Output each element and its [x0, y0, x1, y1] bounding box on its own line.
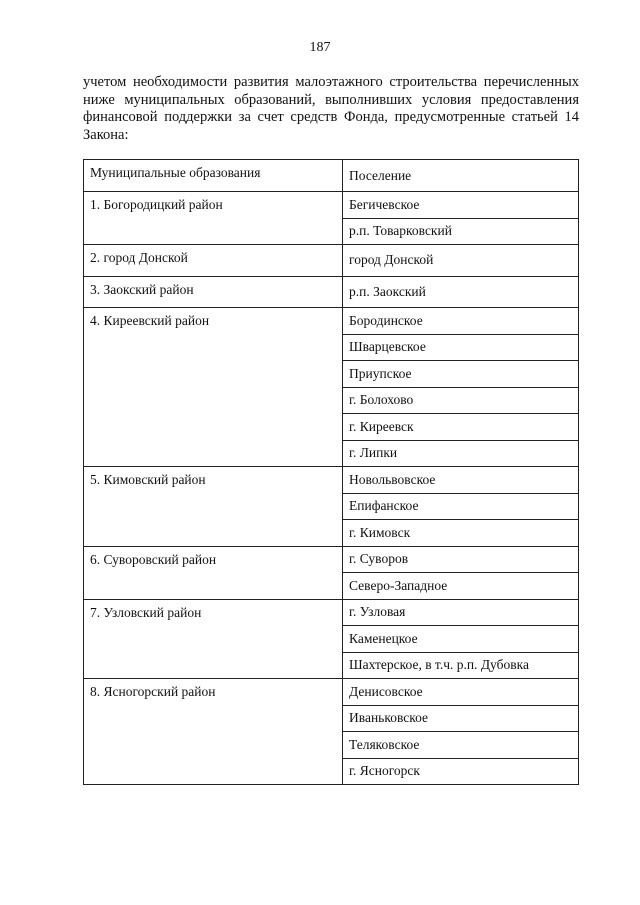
header-settlement: Поселение — [343, 160, 579, 192]
settlement-cell: г. Киреевск — [343, 414, 579, 441]
table-row — [84, 467, 579, 494]
table-row — [84, 245, 579, 277]
settlements-table — [83, 159, 579, 785]
settlement-cell: Приупское — [343, 361, 579, 388]
table-row — [84, 276, 579, 308]
settlement-cell: Новольвовское — [343, 467, 579, 494]
table-row — [84, 599, 579, 626]
settlement-cell: Каменецкое — [343, 626, 579, 653]
table-row — [84, 308, 579, 335]
district-cell: 8. Ясногорский район — [84, 679, 343, 785]
settlement-cell: Теляковское — [343, 732, 579, 759]
district-cell: 7. Узловский район — [84, 599, 343, 679]
table-row — [84, 679, 579, 706]
settlement-cell: г. Липки — [343, 440, 579, 467]
table-row — [84, 192, 579, 219]
settlement-cell: г. Суворов — [343, 546, 579, 573]
settlement-cell: р.п. Заокский — [343, 276, 579, 308]
intro-paragraph: учетом необходимости развития малоэтажного строительства перечисленных ниже муниципальных образований, выполнивших условия предоставления финансовой поддержки за счет средств Фонда, предусмотренные статьей 14 Закона: — [83, 74, 579, 143]
district-cell: 2. город Донской — [84, 245, 343, 277]
table-row — [84, 546, 579, 573]
district-cell: 1. Богородицкий район — [84, 192, 343, 245]
settlement-cell: г. Ясногорск — [343, 758, 579, 785]
table-header-row — [84, 160, 579, 192]
settlement-cell: Бородинское — [343, 308, 579, 335]
settlement-cell: Денисовское — [343, 679, 579, 706]
header-municipalities: Муниципальные образования — [84, 160, 343, 192]
settlement-cell: город Донской — [343, 245, 579, 277]
page-number: 187 — [309, 40, 331, 55]
settlement-cell: Шварцевское — [343, 334, 579, 361]
settlement-cell: г. Кимовск — [343, 520, 579, 547]
district-cell: 4. Киреевский район — [84, 308, 343, 467]
settlement-cell: Епифанское — [343, 493, 579, 520]
settlement-cell: Бегичевское — [343, 192, 579, 219]
settlement-cell: г. Узловая — [343, 599, 579, 626]
settlement-cell: Шахтерское, в т.ч. р.п. Дубовка — [343, 652, 579, 679]
settlement-cell: г. Болохово — [343, 387, 579, 414]
district-cell: 6. Суворовский район — [84, 546, 343, 599]
district-cell: 3. Заокский район — [84, 276, 343, 308]
settlement-cell: Иваньковское — [343, 705, 579, 732]
district-cell: 5. Кимовский район — [84, 467, 343, 547]
table-body — [84, 192, 579, 785]
settlement-cell: р.п. Товарковский — [343, 218, 579, 245]
settlement-cell: Северо-Западное — [343, 573, 579, 600]
